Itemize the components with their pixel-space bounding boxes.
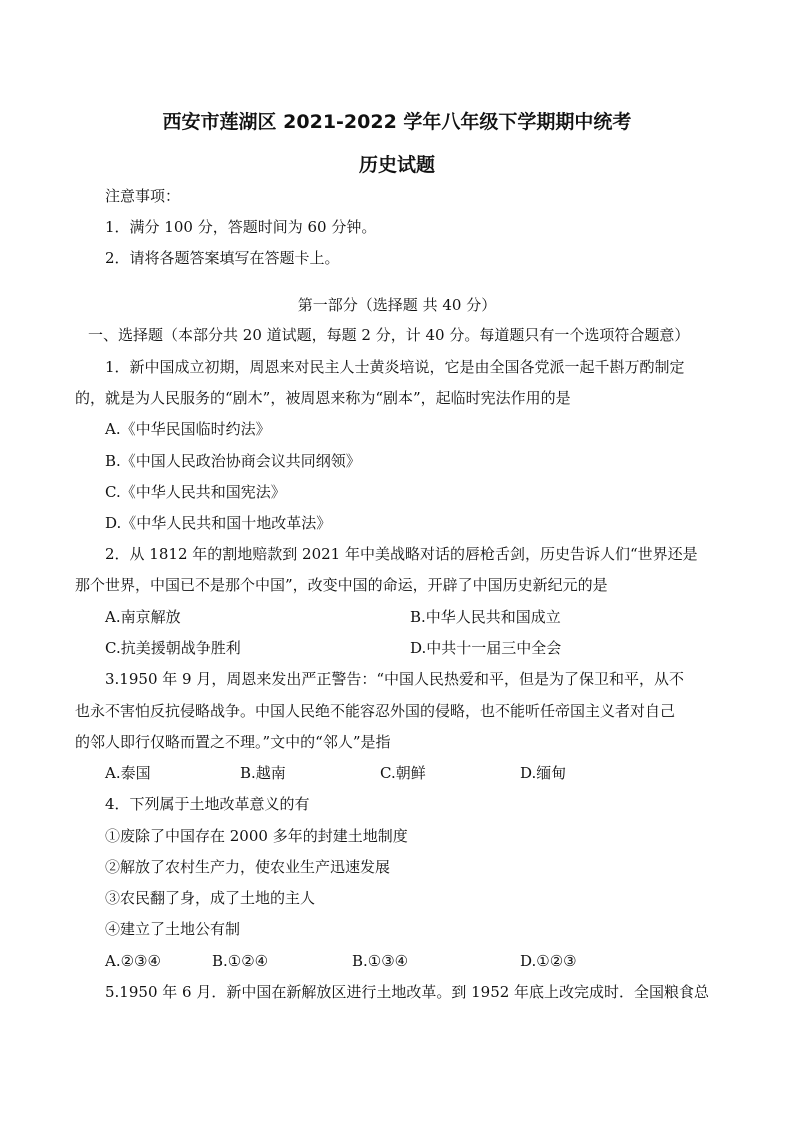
question-4-item: ④建立了土地公有制 — [105, 920, 241, 938]
question-4-item: ②解放了农村生产力，使农业生产迅速发展 — [105, 858, 391, 876]
question-4-option-d: D.①②③ — [520, 952, 577, 970]
question-4-option-c: B.①③④ — [352, 952, 409, 970]
question-2-option-c: C.抗美援朝战争胜利 — [105, 639, 241, 657]
question-1-option-a: A.《中华民国临时约法》 — [105, 420, 271, 438]
question-1-stem-line-2: 的，就是为人民服务的“剧木”，被周恩来称为“剧本”，起临时宪法作用的是 — [75, 389, 571, 407]
notes-heading: 注意事项： — [105, 187, 181, 205]
question-2-option-a: A.南京解放 — [105, 608, 181, 626]
question-3-option-d: D.缅甸 — [520, 764, 567, 782]
question-3-option-b: B.越南 — [240, 764, 286, 782]
question-3-option-a: A.泰国 — [105, 764, 151, 782]
question-2-stem-line-1: 2．从 1812 年的割地赔款到 2021 年中美战略对话的唇枪舌剑，历史告诉人们“世界还是 — [105, 545, 698, 563]
question-5-stem-line-1: 5.1950 年 6 月．新中国在新解放区进行土地改革。到 1952 年底上改完成时．全国粮食总 — [105, 983, 710, 1001]
question-3-option-c: C.朝鲜 — [380, 764, 426, 782]
question-1-option-c: C.《中华人民共和国宪法》 — [105, 483, 286, 501]
question-2-stem-line-2: 那个世界，中国已不是那个中国”，改变中国的命运，开辟了中国历史新纪元的是 — [75, 576, 608, 594]
question-3-stem-line-2: 也永不害怕反抗侵略战争。中国人民绝不能容忍外国的侵略，也不能听任帝国主义者对自己 — [75, 702, 676, 720]
question-1-option-d: D.《中华人民共和国十地改革法》 — [105, 514, 332, 532]
part-title: 第一部分（选择题 共 40 分） — [297, 296, 497, 314]
exam-subtitle: 历史试题 — [358, 154, 435, 176]
question-1-option-b: B.《中国人民政治协商会议共同纲领》 — [105, 452, 361, 470]
question-3-stem-line-3: 的邻人即行仅略而置之不理。”文中的“邻人”是指 — [75, 733, 391, 751]
note-item: 2．请将各题答案填写在答题卡上。 — [105, 249, 340, 267]
question-4-option-b: B.①②④ — [212, 952, 269, 970]
question-4-stem: 4．下列属于土地改革意义的有 — [105, 795, 310, 813]
question-4-item: ①废除了中国存在 2000 多年的封建土地制度 — [105, 827, 408, 845]
note-item: 1．满分 100 分，答题时间为 60 分钟。 — [105, 218, 377, 236]
question-4-item: ③农民翻了身，成了土地的主人 — [105, 889, 316, 907]
exam-title: 西安市莲湖区 2021-2022 学年八年级下学期期中统考 — [162, 111, 632, 133]
section-heading: 一、选择题（本部分共 20 道试题，每题 2 分，计 40 分。每道题只有一个选项符合题意） — [88, 326, 690, 344]
question-2-option-b: B.中华人民共和国成立 — [410, 608, 561, 626]
question-4-option-a: A.②③④ — [105, 952, 161, 970]
question-3-stem-line-1: 3.1950 年 9 月，周恩来发出严正警告：“中国人民热爱和平，但是为了保卫和平，从不 — [105, 670, 685, 688]
question-2-option-d: D.中共十一届三中全会 — [410, 639, 562, 657]
question-1-stem-line-1: 1．新中国成立初期，周恩来对民主人士黄炎培说，它是由全国各党派一起千斟万酌制定 — [105, 358, 685, 376]
